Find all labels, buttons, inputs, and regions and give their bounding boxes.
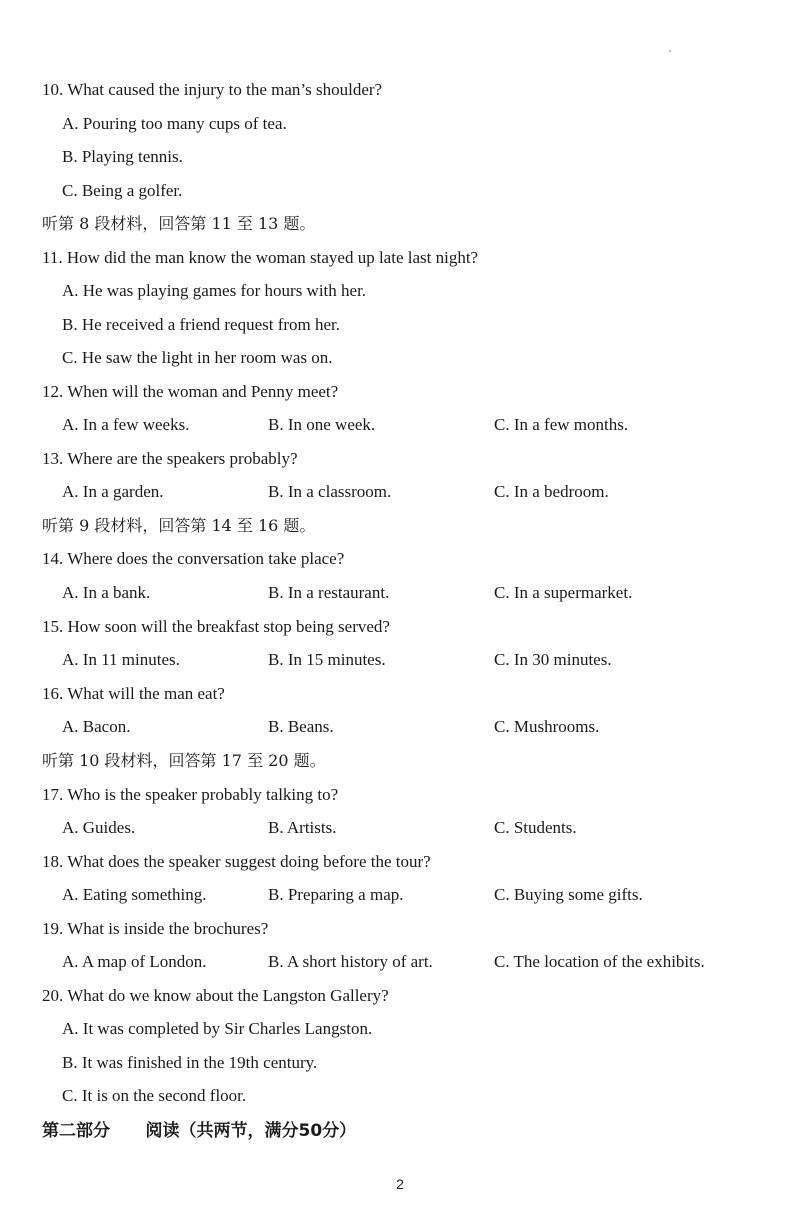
instruction-passage-8: 听第 8 段材料，回答第 11 至 13 题。 — [42, 214, 316, 233]
question-10-option-a: A. Pouring too many cups of tea. — [62, 114, 287, 133]
question-12-stem: 12. When will the woman and Penny meet? — [42, 382, 339, 401]
question-16-option-a: A. Bacon. — [62, 717, 131, 736]
question-10-stem: 10. What caused the injury to the man’s shoulder? — [42, 80, 383, 99]
question-19-stem: 19. What is inside the brochures? — [42, 919, 269, 938]
question-11-option-b: B. He received a friend request from her. — [62, 315, 341, 334]
question-10-option-b: B. Playing tennis. — [62, 147, 183, 166]
question-11-option-c: C. He saw the light in her room was on. — [62, 348, 333, 367]
instruction-passage-9: 听第 9 段材料，回答第 14 至 16 题。 — [42, 516, 316, 535]
question-13-option-b: B. In a classroom. — [268, 482, 392, 501]
question-20-option-c: C. It is on the second floor. — [62, 1086, 247, 1105]
question-16-stem: 16. What will the man eat? — [42, 684, 225, 703]
question-12-option-c: C. In a few months. — [494, 415, 629, 434]
question-15-option-a: A. In 11 minutes. — [62, 650, 180, 669]
question-13-option-c: C. In a bedroom. — [494, 482, 609, 501]
question-17-option-a: A. Guides. — [62, 818, 136, 837]
question-14-option-c: C. In a supermarket. — [494, 583, 633, 602]
question-17-option-b: B. Artists. — [268, 818, 337, 837]
question-18-option-c: C. Buying some gifts. — [494, 885, 643, 904]
question-11-stem: 11. How did the man know the woman stayed up late last night? — [42, 248, 479, 267]
question-10-option-c: C. Being a golfer. — [62, 181, 183, 200]
question-14-option-b: B. In a restaurant. — [268, 583, 390, 602]
question-14-option-a: A. In a bank. — [62, 583, 151, 602]
question-19-option-a: A. A map of London. — [62, 952, 207, 971]
question-20-stem: 20. What do we know about the Langston Gallery? — [42, 986, 389, 1005]
question-12-option-b: B. In one week. — [268, 415, 376, 434]
question-13-option-a: A. In a garden. — [62, 482, 164, 501]
instruction-passage-10: 听第 10 段材料，回答第 17 至 20 题。 — [42, 751, 326, 770]
question-20-option-b: B. It was finished in the 19th century. — [62, 1053, 318, 1072]
question-17-stem: 17. Who is the speaker probably talking to? — [42, 785, 339, 804]
section-heading: 第二部分 阅读（共两节，满分50分） — [42, 1121, 357, 1141]
question-19-option-b: B. A short history of art. — [268, 952, 433, 971]
question-14-stem: 14. Where does the conversation take place? — [42, 549, 345, 568]
question-18-stem: 18. What does the speaker suggest doing before the tour? — [42, 852, 431, 871]
question-19-option-c: C. The location of the exhibits. — [494, 952, 705, 971]
question-16-option-b: B. Beans. — [268, 717, 334, 736]
scan-speck — [669, 50, 671, 52]
question-12-option-a: A. In a few weeks. — [62, 415, 190, 434]
question-15-stem: 15. How soon will the breakfast stop being served? — [42, 617, 390, 636]
question-20-option-a: A. It was completed by Sir Charles Langston. — [62, 1019, 373, 1038]
question-13-stem: 13. Where are the speakers probably? — [42, 449, 298, 468]
page-number: 2 — [396, 1176, 404, 1192]
question-18-option-a: A. Eating something. — [62, 885, 207, 904]
question-16-option-c: C. Mushrooms. — [494, 717, 600, 736]
question-17-option-c: C. Students. — [494, 818, 577, 837]
question-15-option-b: B. In 15 minutes. — [268, 650, 386, 669]
question-18-option-b: B. Preparing a map. — [268, 885, 404, 904]
question-11-option-a: A. He was playing games for hours with her. — [62, 281, 367, 300]
question-15-option-c: C. In 30 minutes. — [494, 650, 612, 669]
